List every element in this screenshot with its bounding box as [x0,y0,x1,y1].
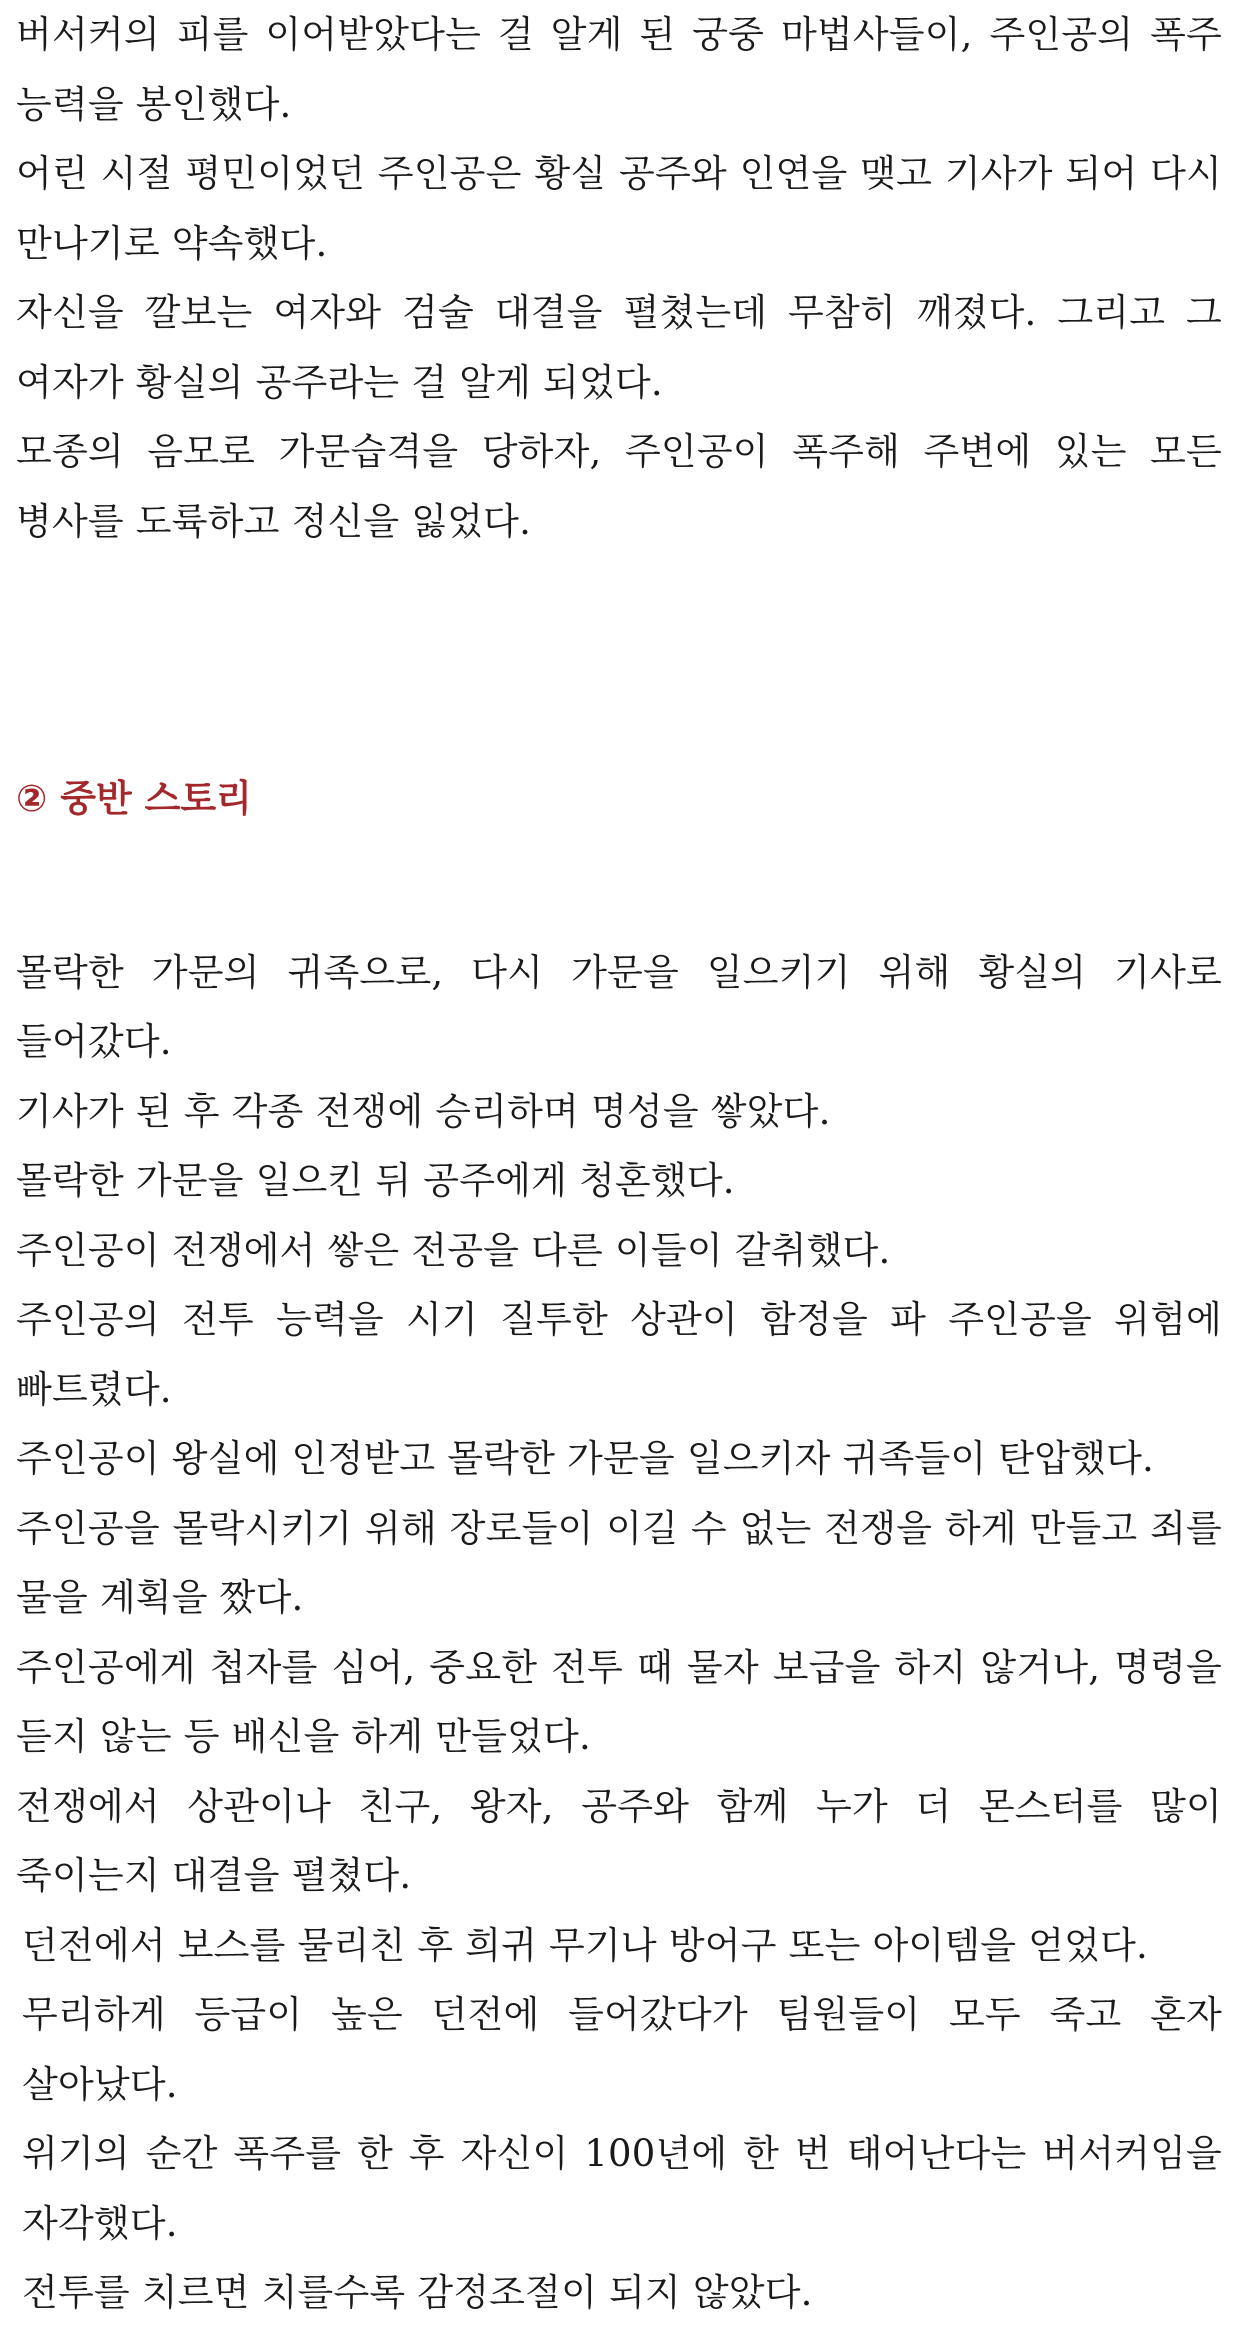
section-middle-story [16,938,1222,2328]
paragraph: 주인공이 전쟁에서 쌓은 전공을 다른 이들이 갈취했다. [16,1228,891,1272]
paragraph: 던전에서 보스를 물리친 후 희귀 무기나 방어구 또는 아이템을 얻었다. [22,1923,1148,1967]
section-heading-middle-story: ② 중반 스토리 [16,777,252,820]
paragraph: 위기의 순간 폭주를 한 후 자신이 100년에 한 번 태어난다는 버서커임을 자각했다. [22,2132,1222,2245]
paragraph: 전쟁에서 상관이나 친구, 왕자, 공주와 함께 누가 더 몬스터를 많이 죽이는지 대결을 펼쳤다. [16,1784,1222,1897]
paragraph: 모종의 음모로 가문습격을 당하자, 주인공이 폭주해 주변에 있는 모든 병사를 도륙하고 정신을 잃었다. [16,430,1222,543]
paragraph: 주인공이 왕실에 인정받고 몰락한 가문을 일으키자 귀족들이 탄압했다. [16,1437,1155,1480]
paragraph: 버서커의 피를 이어받았다는 걸 알게 된 궁중 마법사들이, 주인공의 폭주 능력을 봉인했다. [16,13,1222,126]
paragraph: 기사가 된 후 각종 전쟁에 승리하며 명성을 쌓았다. [16,1089,831,1133]
section-spacer [16,556,1222,764]
paragraph: 자신을 깔보는 여자와 검술 대결을 펼쳤는데 무참히 깨졌다. 그리고 그 여자가 황실의 공주라는 걸 알게 되었다. [16,291,1222,404]
paragraph: 주인공을 몰락시키기 위해 장로들이 이길 수 없는 전쟁을 하게 만들고 죄를 물을 계획을 짰다. [16,1506,1222,1619]
paragraph: 무리하게 등급이 높은 던전에 들어갔다가 팀원들이 모두 죽고 혼자 살아났다. [22,1993,1222,2106]
paragraph: 몰락한 가문의 귀족으로, 다시 가문을 일으키기 위해 황실의 기사로 들어갔다. [16,950,1222,1063]
section-early-story [16,0,1222,556]
paragraph: 주인공에게 첩자를 심어, 중요한 전투 때 물자 보급을 하지 않거나, 명령을 듣지 않는 등 배신을 하게 만들었다. [16,1645,1222,1758]
paragraph: 몰락한 가문을 일으킨 뒤 공주에게 청혼했다. [16,1159,735,1202]
document-body [16,0,1222,2328]
heading-spacer [16,834,1222,938]
paragraph: 어린 시절 평민이었던 주인공은 황실 공주와 인연을 맺고 기사가 되어 다시 만나기로 약속했다. [16,152,1222,265]
paragraph: 주인공의 전투 능력을 시기 질투한 상관이 함정을 파 주인공을 위험에 빠트렸다. [16,1298,1222,1411]
paragraph: 전투를 치르면 치를수록 감정조절이 되지 않았다. [22,2271,813,2314]
